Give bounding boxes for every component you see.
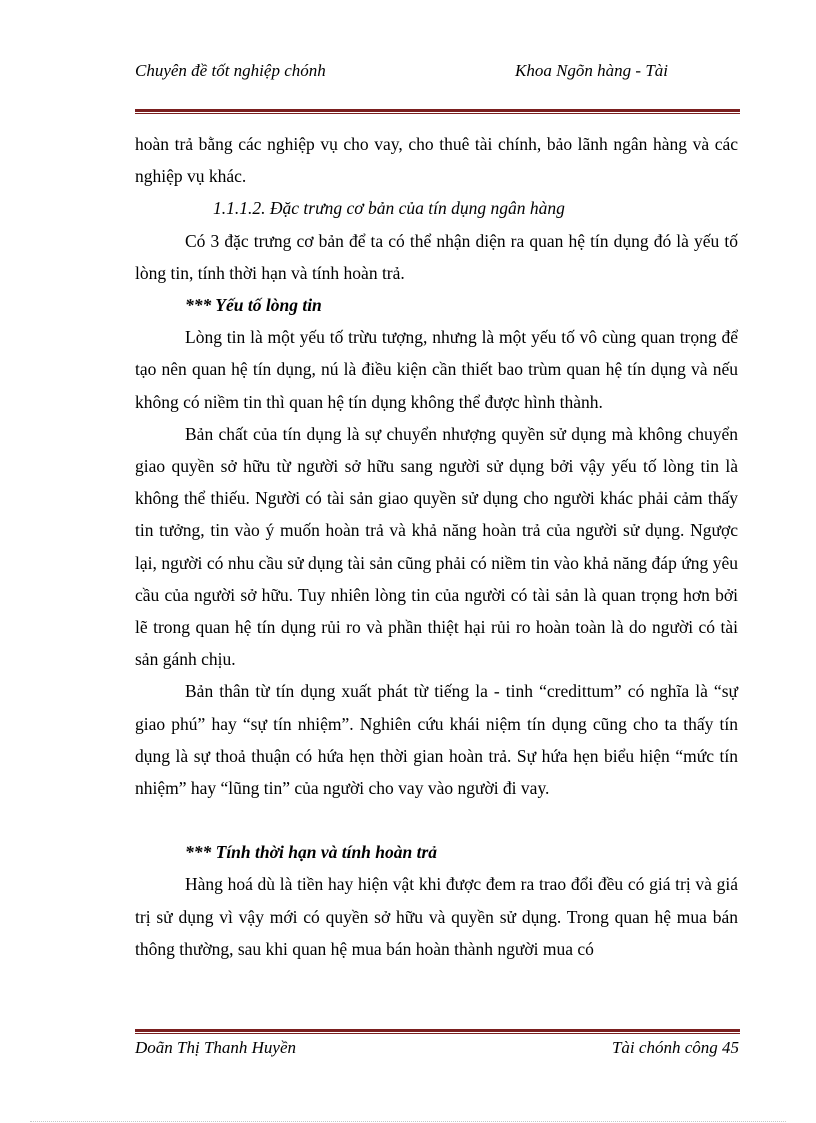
heading-term-repayment: *** Tính thời hạn và tính hoàn trả <box>185 842 438 863</box>
paragraph-spacer <box>135 804 738 836</box>
header-left-title: Chuyên đề tốt nghiệp chónh <box>135 61 326 80</box>
paragraph-term-repayment: Hàng hoá dù là tiền hay hiện vật khi được đem ra trao đổi đều có giá trị và giá trị sử dụng vì vậy mới có quyền sở hữu và quyền sử dụng. Trong quan hệ mua bán thông thường, sau khi quan hệ mua bán hoàn thành người mua có <box>135 874 738 959</box>
header-rule <box>135 109 740 114</box>
paragraph-characteristics: Có 3 đặc trưng cơ bản để ta có thể nhận diện ra quan hệ tín dụng đó là yếu tố lòng tin, tính thời hạn và tính hoàn trả. <box>135 230 738 283</box>
footer-class-page: Tài chónh công 45 <box>611 1038 739 1057</box>
paragraph-trust-3: Bản thân từ tín dụng xuất phát từ tiếng la - tinh “credittum” có nghĩa là “sự giao phú” hay “sự tín nhiệm”. Nghiên cứu khái niệm tín dụng cũng cho ta thấy tín dụng là sự thoả thuận có hứa hẹn thời gian hoàn trả. Sự hứa hẹn biểu hiện “mức tín nhiệm” hay “lũng tin” của người cho vay vào người đi vay. <box>135 681 738 799</box>
paragraph-continuation: hoàn trả bằng các nghiệp vụ cho vay, cho thuê tài chính, bảo lãnh ngân hàng và các nghiệp vụ khác. <box>135 134 738 187</box>
heading-trust: *** Yếu tố lòng tin <box>185 295 322 316</box>
footer-rule <box>135 1029 740 1034</box>
page-bottom-divider <box>30 1121 786 1122</box>
body-text <box>135 128 738 965</box>
header-right-title: Khoa Ngõn hàng - Tài <box>515 61 669 80</box>
paragraph-trust-2: Bản chất của tín dụng là sự chuyển nhượng quyền sử dụng mà không chuyển giao quyền sở hữu từ người sở hữu sang người sử dụng bởi vậy yếu tố lòng tin là không thể thiếu. Người có tài sản giao quyền sử dụng cho người khác phải cảm thấy tin tưởng, tin vào ý muốn hoàn trả và khả năng hoàn trả của người sử dụng. Ngược lại, người có nhu cầu sử dụng tài sản cũng phải có niềm tin vào khả năng đáp ứng yêu cầu của người sở hữu. Tuy nhiên lòng tin của người có tài sản là quan trọng hơn bởi lẽ trong quan hệ tín dụng rủi ro và phần thiệt hại rủi ro hoàn toàn là do người có tài sản gánh chịu. <box>135 423 738 670</box>
section-subheading: 1.1.1.2. Đặc trưng cơ bản của tín dụng ngân hàng <box>213 198 565 219</box>
paragraph-trust-1: Lòng tin là một yếu tố trừu tượng, nhưng là một yếu tố vô cùng quan trọng để tạo nên quan hệ tín dụng, nú là điều kiện cần thiết bao trùm quan hệ tín dụng và nếu không có niềm tin thì quan hệ tín dụng không thể được hình thành. <box>135 327 738 412</box>
footer-author: Doãn Thị Thanh Huyền <box>135 1038 297 1057</box>
